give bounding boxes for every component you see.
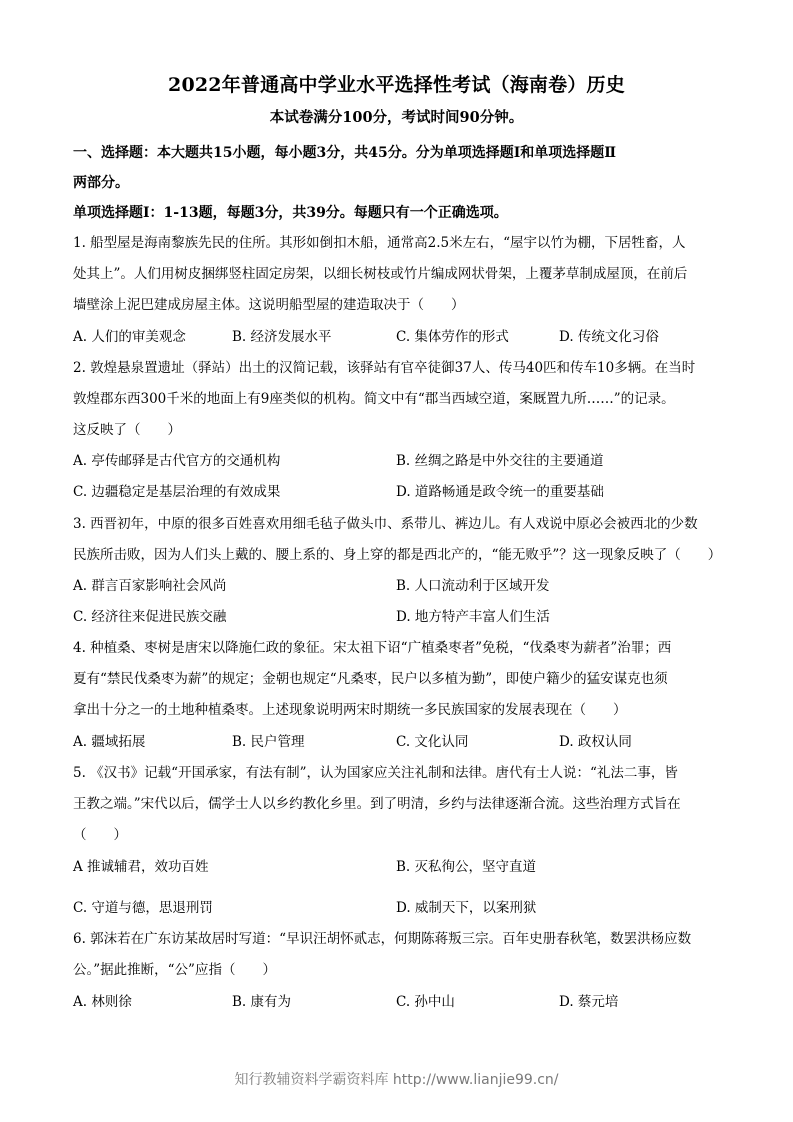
- section-heading-line-2: 两部分。: [73, 175, 129, 191]
- question-3-option-d: D. 地方特产丰富人们生活: [396, 609, 550, 625]
- question-4-option-c: C. 文化认同: [396, 734, 469, 750]
- page-title: 2022年普通高中学业水平选择性考试（海南卷）历史: [168, 74, 625, 96]
- question-4-line-2: 夏有“禁民伐桑枣为薪”的规定；金朝也规定“凡桑枣，民户以多植为勤”，即使户籍少的猛安谋克也须: [73, 671, 668, 687]
- question-1-line-1: 1. 船型屋是海南黎族先民的住所。其形如倒扣木船，通常高2.5米左右，“屋宇以竹为棚，下居牲畜，人: [73, 235, 686, 251]
- question-2-line-1: 2. 敦煌悬泉置遗址（驿站）出土的汉简记载，该驿站有官卒徒御37人、传马40匹和传车10多辆。在当时: [73, 360, 696, 376]
- question-3-line-1: 3. 西晋初年，中原的很多百姓喜欢用细毛毡子做头巾、系带儿、裤边儿。有人戏说中原必会被西北的少数: [73, 516, 698, 532]
- question-1-option-d: D. 传统文化习俗: [559, 329, 659, 345]
- question-4-option-d: D. 政权认同: [559, 734, 632, 750]
- question-3-option-a: A. 群言百家影响社会风尚: [73, 578, 227, 594]
- question-2-option-a: A. 亭传邮驿是古代官方的交通机构: [73, 453, 281, 469]
- question-1-option-a: A. 人们的审美观念: [73, 329, 186, 345]
- question-5-option-d: D. 威制天下，以案刑狱: [396, 900, 537, 916]
- question-1-option-c: C. 集体劳作的形式: [396, 329, 509, 345]
- footer-watermark: 知行教辅资料学霸资料库 http://www.lianjie99.cn/: [234, 1072, 559, 1088]
- question-6-line-2: 公。”据此推断，“公”应指（ ）: [73, 962, 276, 978]
- exam-subtitle: 本试卷满分100分，考试时间90分钟。: [269, 109, 524, 126]
- question-6-line-1: 6. 郭沫若在广东访某故居时写道：“早识汪胡怀贰志，何期陈蒋叛三宗。百年史册春秋笔，数罢洪杨应数: [73, 931, 692, 947]
- question-5-line-2: 王教之端。”宋代以后，儒学士人以乡约教化乡里。到了明清，乡约与法律逐渐合流。这些治理方式旨在: [73, 796, 681, 812]
- subsection-heading: 单项选择题Ⅰ：1-13题，每题3分，共39分。每题只有一个正确选项。: [73, 205, 508, 221]
- section-heading-line-1: 一、选择题：本大题共15小题，每小题3分，共45分。分为单项选择题Ⅰ和单项选择题Ⅱ: [73, 145, 617, 161]
- question-4-line-3: 拿出十分之一的土地种植桑枣。上述现象说明两宋时期统一多民族国家的发展表现在（ ）: [73, 702, 627, 718]
- question-1-line-3: 墙壁涂上泥巴建成房屋主体。这说明船型屋的建造取决于（ ）: [73, 297, 465, 313]
- question-6-option-d: D. 蔡元培: [559, 994, 619, 1010]
- question-4-line-1: 4. 种植桑、枣树是唐宋以降施仁政的象征。宋太祖下诏“广植桑枣者”免税，“伐桑枣为薪者”治罪；西: [73, 640, 672, 656]
- question-1-option-b: B. 经济发展水平: [232, 329, 332, 345]
- question-2-line-2: 敦煌郡东西300千米的地面上有9座类似的机构。简文中有“郡当西域空道，案厩置九所……”的记录。: [73, 391, 675, 407]
- question-3-option-b: B. 人口流动利于区域开发: [396, 578, 550, 594]
- question-5-line-1: 5. 《汉书》记载“开国承家，有法有制”，认为国家应关注礼制和法律。唐代有士人说：“礼法二事，皆: [73, 765, 678, 781]
- question-4-option-b: B. 民户管理: [232, 734, 305, 750]
- question-2-option-c: C. 边疆稳定是基层治理的有效成果: [73, 484, 281, 500]
- question-2-line-3: 这反映了（ ）: [73, 422, 181, 438]
- question-2-option-b: B. 丝绸之路是中外交往的主要通道: [396, 453, 604, 469]
- question-6-option-c: C. 孙中山: [396, 994, 455, 1010]
- question-3-option-c: C. 经济往来促进民族交融: [73, 609, 227, 625]
- question-2-option-d: D. 道路畅通是政令统一的重要基础: [396, 484, 604, 500]
- question-5-option-c: C. 守道与德，思退刑罚: [73, 900, 213, 916]
- question-3-line-2: 民族所击败，因为人们头上戴的、腰上系的、身上穿的都是西北产的，“能无败乎”？这一现象反映了（ ）: [73, 547, 722, 563]
- question-5-option-b: B. 灭私徇公，坚守直道: [396, 859, 537, 875]
- question-6-option-a: A. 林则徐: [73, 994, 132, 1010]
- question-6-option-b: B. 康有为: [232, 994, 292, 1010]
- question-1-line-2: 处其上”。人们用树皮捆绑竖柱固定房架，以细长树枝或竹片编成网状骨架，上覆茅草制成屋顶，在前后: [73, 266, 688, 282]
- question-4-option-a: A. 疆域拓展: [73, 734, 146, 750]
- question-5-option-a: A 推诚辅君，效功百姓: [73, 859, 209, 875]
- question-5-line-3: （ ）: [73, 827, 127, 843]
